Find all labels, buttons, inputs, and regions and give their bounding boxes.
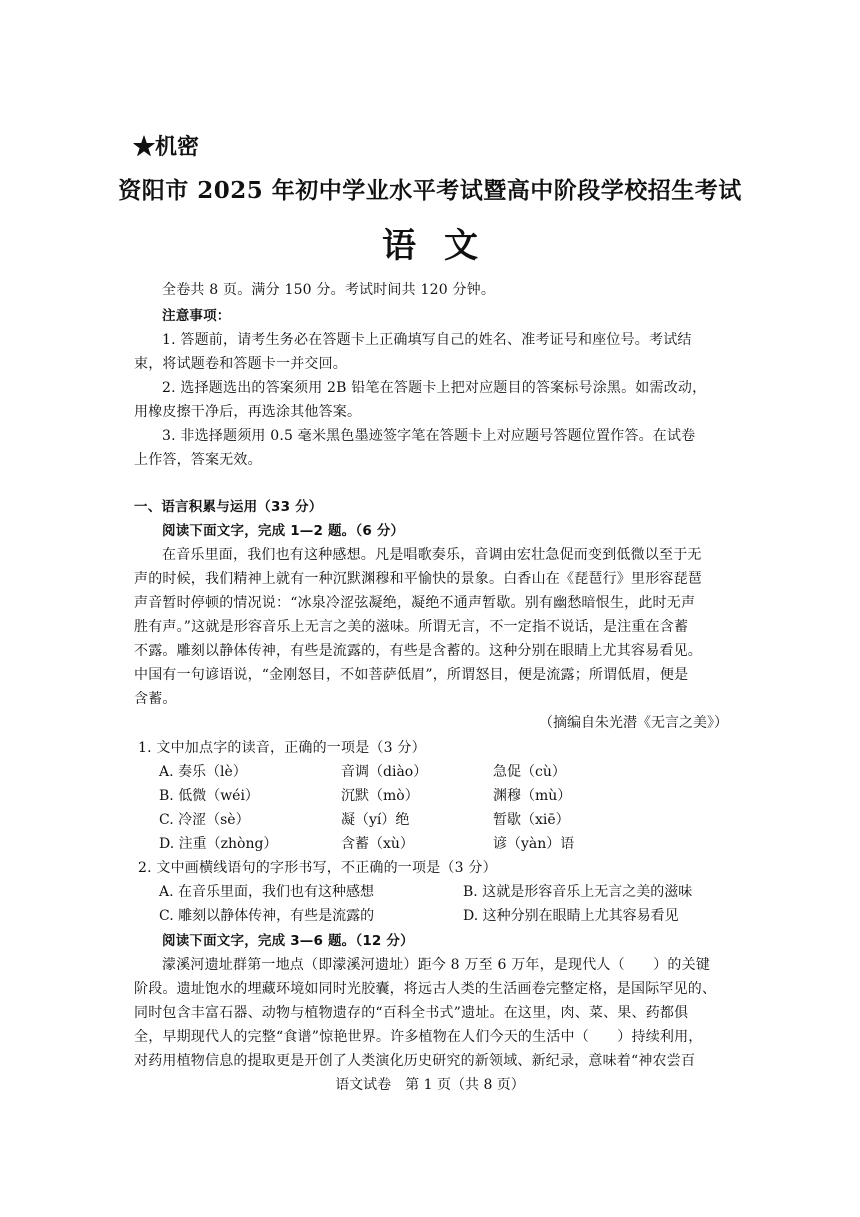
q1-option-b-word-3: 渊穆（mù）: [493, 788, 572, 804]
exam-title: 资阳市 2025 年初中学业水平考试暨高中阶段学校招生考试: [118, 177, 742, 204]
passage-1-line: 胜有声。”这就是形容音乐上无言之美的滋味。所谓无言，不一定指不说话，是注重在含蓄: [134, 619, 689, 635]
section-1-heading: 一、语言积累与运用（33 分）: [134, 499, 323, 515]
q2-option-b: B. 这就是形容音乐上无言之美的滋味: [463, 884, 693, 900]
q1-option-c: C. 冷涩（sè）: [159, 812, 250, 828]
rule-1-line-2: 束，将试题卷和答题卡一并交回。: [134, 356, 347, 372]
passage-1-line: 含蓄。: [134, 691, 177, 707]
page-footer: 语文试卷 第 1 页（共 8 页）: [335, 1077, 525, 1093]
passage-1-line: 不露。雕刻以静体传神，有些是流露的，有些是含蓄的。这种分别在眼睛上尤其容易看见。: [134, 643, 702, 659]
passage-2-line: 对药用植物信息的提取更是开创了人类演化历史研究的新领域、新纪录，意味着“神农尝百: [134, 1053, 696, 1069]
passage-2-line: 全，早期现代人的完整“食谱”惊艳世界。许多植物在人们今天的生活中（ ）持续利用，: [134, 1029, 703, 1045]
notice-heading: 注意事项：: [162, 308, 231, 324]
exam-summary: 全卷共 8 页。满分 150 分。考试时间共 120 分钟。: [162, 282, 496, 298]
q2-option-d: D. 这种分别在眼睛上尤其容易看见: [463, 908, 679, 924]
reading-2-prompt: 阅读下面文字，完成 3—6 题。（12 分）: [162, 933, 414, 949]
passage-1-source: （摘编自朱光潜《无言之美》）: [539, 715, 728, 731]
question-1-stem: 1. 文中加点字的读音，正确的一项是（3 分）: [138, 740, 426, 756]
passage-1-line: 声音暂时停顿的情况说：“冰泉冷涩弦凝绝，凝绝不通声暂歇。别有幽愁暗恨生，此时无声: [134, 595, 696, 611]
rule-2-line-1: 2. 选择题选出的答案须用 2B 铅笔在答题卡上把对应题目的答案标号涂黑。如需改动，: [162, 380, 707, 396]
confidential-label: ★机密: [133, 134, 200, 160]
q1-option-c-word-2: 凝（yí）绝: [341, 812, 410, 828]
passage-1-line: 在音乐里面，我们也有这种感想。凡是唱歌奏乐，音调由宏壮急促而变到低微以至于无: [162, 547, 702, 563]
q1-option-a-word-2: 音调（diào）: [341, 764, 428, 780]
q2-option-a: A. 在音乐里面，我们也有这种感想: [159, 884, 375, 900]
rule-2-line-2: 用橡皮擦干净后，再选涂其他答案。: [134, 404, 362, 420]
subject-title: 语文: [382, 226, 506, 266]
q1-option-d: D. 注重（zhòng）: [159, 836, 278, 852]
passage-1-line: 声的时候，我们精神上就有一种沉默渊穆和平愉快的景象。白香山在《琵琶行》里形容琵琶: [134, 571, 702, 587]
passage-2-line: 濛溪河遗址群第一地点（即濛溪河遗址）距今 8 万至 6 万年，是现代人（ ）的关键: [162, 957, 711, 973]
rule-3-line-2: 上作答，答案无效。: [134, 452, 262, 468]
passage-2-line: 阶段。遗址饱水的埋藏环境如同时光胶囊，将远古人类的生活画卷完整定格，是国际罕见的、: [134, 981, 717, 997]
question-2-stem: 2. 文中画横线语句的字形书写，不正确的一项是（3 分）: [138, 860, 497, 876]
rule-1-line-1: 1. 答题前，请考生务必在答题卡上正确填写自己的姓名、准考证号和座位号。考试结: [162, 332, 692, 348]
q1-option-d-word-2: 含蓄（xù）: [341, 836, 414, 852]
passage-2-line: 同时包含丰富石器、动物与植物遗存的“百科全书式”遗址。在这里，肉、菜、果、药都俱: [134, 1005, 689, 1021]
rule-3-line-1: 3. 非选择题须用 0.5 毫米黑色墨迹签字笔在答题卡上对应题号答题位置作答。在试卷: [162, 428, 696, 444]
passage-1-line: 中国有一句谚语说，“金刚怒目，不如菩萨低眉”，所谓怒目，便是流露；所谓低眉，便是: [134, 667, 689, 683]
reading-1-prompt: 阅读下面文字，完成 1—2 题。（6 分）: [162, 523, 405, 539]
q1-option-d-word-3: 谚（yàn）语: [493, 836, 575, 852]
q1-option-a: A. 奏乐（lè）: [159, 764, 247, 780]
q1-option-a-word-3: 急促（cù）: [493, 764, 566, 780]
q2-option-c: C. 雕刻以静体传神，有些是流露的: [159, 908, 375, 924]
q1-option-b: B. 低微（wéi）: [159, 788, 259, 804]
q1-option-c-word-3: 暂歇（xiē）: [493, 812, 570, 828]
q1-option-b-word-2: 沉默（mò）: [341, 788, 419, 804]
